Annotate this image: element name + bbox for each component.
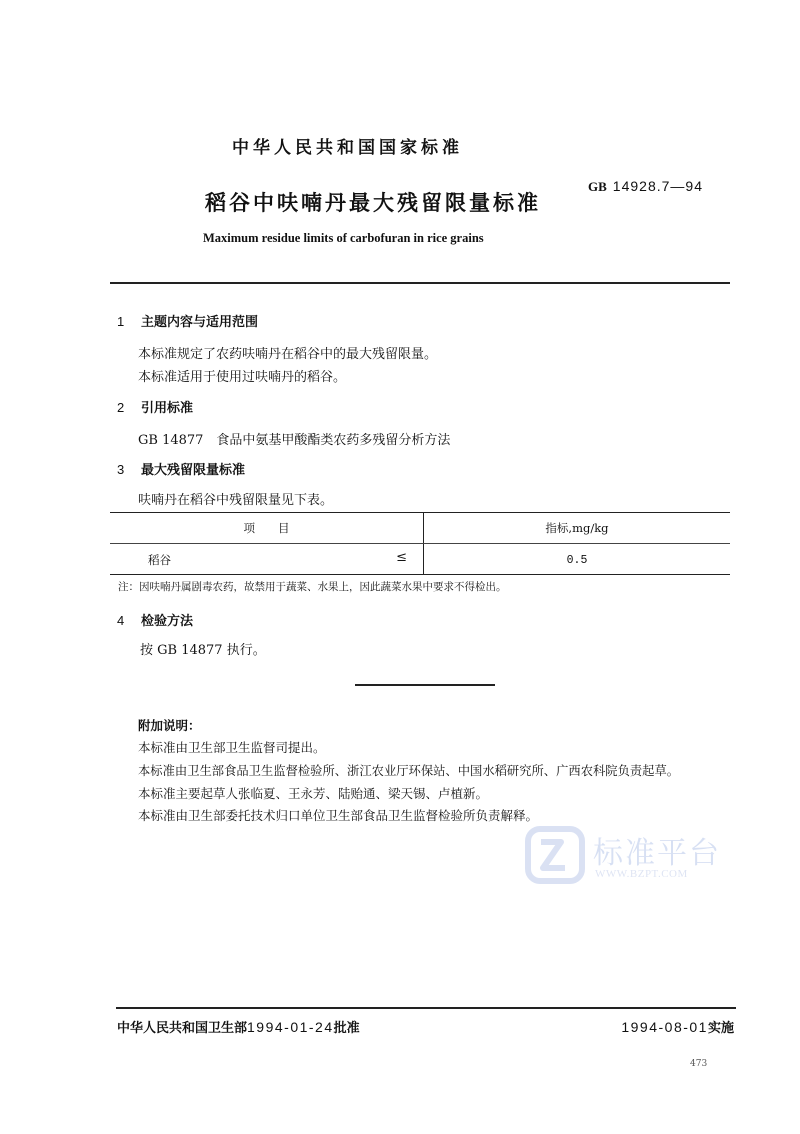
table-header-row: [110, 513, 730, 544]
document-title: 稻谷中呋喃丹最大残留限量标准: [205, 191, 541, 215]
table-row: [110, 544, 730, 575]
watermark-url: WWW.BZPT.COM: [595, 868, 688, 880]
cell-item: [110, 544, 424, 575]
section-2-paragraph: GB 14877 食品中氨基甲酸酯类农药多残留分析方法: [138, 433, 451, 448]
appendix-line: 本标准由卫生部食品卫生监督检验所、浙江农业厅环保站、中国水稻研究所、广西农科院负责起草。: [138, 764, 680, 778]
national-standard-title: 中华人民共和国国家标准: [232, 138, 463, 158]
standard-code: [588, 178, 703, 195]
section-title: 最大残留限量标准: [141, 463, 246, 478]
approval-info: [117, 1017, 360, 1036]
section-1-paragraph: 本标准适用于使用过呋喃丹的稻谷。: [138, 370, 347, 385]
item-name: 稻谷: [148, 553, 171, 567]
section-1-heading: [117, 311, 258, 330]
section-1-paragraph: 本标准规定了农药呋喃丹在稻谷中的最大残留限量。: [138, 347, 438, 362]
residue-limit-table: [110, 512, 730, 575]
appendix-title: 附加说明：: [138, 718, 201, 733]
header-limit: [424, 513, 731, 544]
section-4-paragraph: 按 GB 14877 执行。: [140, 643, 266, 658]
section-title: 主题内容与适用范围: [141, 315, 259, 330]
section-number: 3: [117, 462, 125, 477]
english-title: Maximum residue limits of carbofuran in rice grains: [203, 231, 484, 245]
approve-label: 批准: [333, 1021, 360, 1036]
watermark: [525, 826, 755, 886]
operator-symbol: ≤: [396, 550, 407, 565]
footer-divider: [116, 1007, 736, 1009]
end-divider: [355, 684, 495, 686]
limit-value: 0.5: [566, 553, 588, 567]
effective-date: 1994-08-01: [621, 1019, 708, 1035]
cell-value: [424, 544, 731, 575]
approve-date: 1994-01-24: [247, 1019, 334, 1035]
appendix-line: 本标准主要起草人张临夏、王永芳、陆贻通、梁天锡、卢植新。: [138, 786, 489, 801]
issuer: 中华人民共和国卫生部: [117, 1021, 248, 1036]
watermark-text: 标准平台: [593, 836, 721, 871]
section-2-heading: [117, 397, 193, 416]
header-item-label: 项 目: [243, 521, 290, 535]
effective-label: 实施: [707, 1021, 734, 1036]
standard-number: 14928.7—94: [612, 178, 703, 194]
header-limit-label: 指标,mg/kg: [545, 521, 609, 535]
section-number: 4: [117, 613, 125, 628]
appendix-line: 本标准由卫生部委托技术归口单位卫生部食品卫生监督检验所负责解释。: [138, 808, 539, 823]
page-number: 473: [690, 1059, 708, 1069]
section-3-paragraph: 呋喃丹在稻谷中残留限量见下表。: [138, 493, 334, 508]
bz-logo-icon: [525, 826, 585, 884]
section-title: 检验方法: [141, 614, 194, 629]
section-4-heading: [117, 610, 193, 629]
table-note: 注：因呋喃丹属剧毒农药，故禁用于蔬菜、水果上，因此蔬菜水果中要求不得检出。: [118, 581, 507, 593]
header-item: [110, 513, 424, 544]
standard-prefix: GB: [588, 179, 607, 194]
section-title: 引用标准: [141, 401, 194, 416]
appendix-line: 本标准由卫生部卫生监督司提出。: [138, 740, 326, 755]
header-divider: [110, 282, 730, 284]
section-number: 1: [117, 314, 125, 329]
section-number: 2: [117, 400, 125, 415]
section-3-heading: [117, 459, 245, 478]
effective-info: [621, 1017, 734, 1036]
